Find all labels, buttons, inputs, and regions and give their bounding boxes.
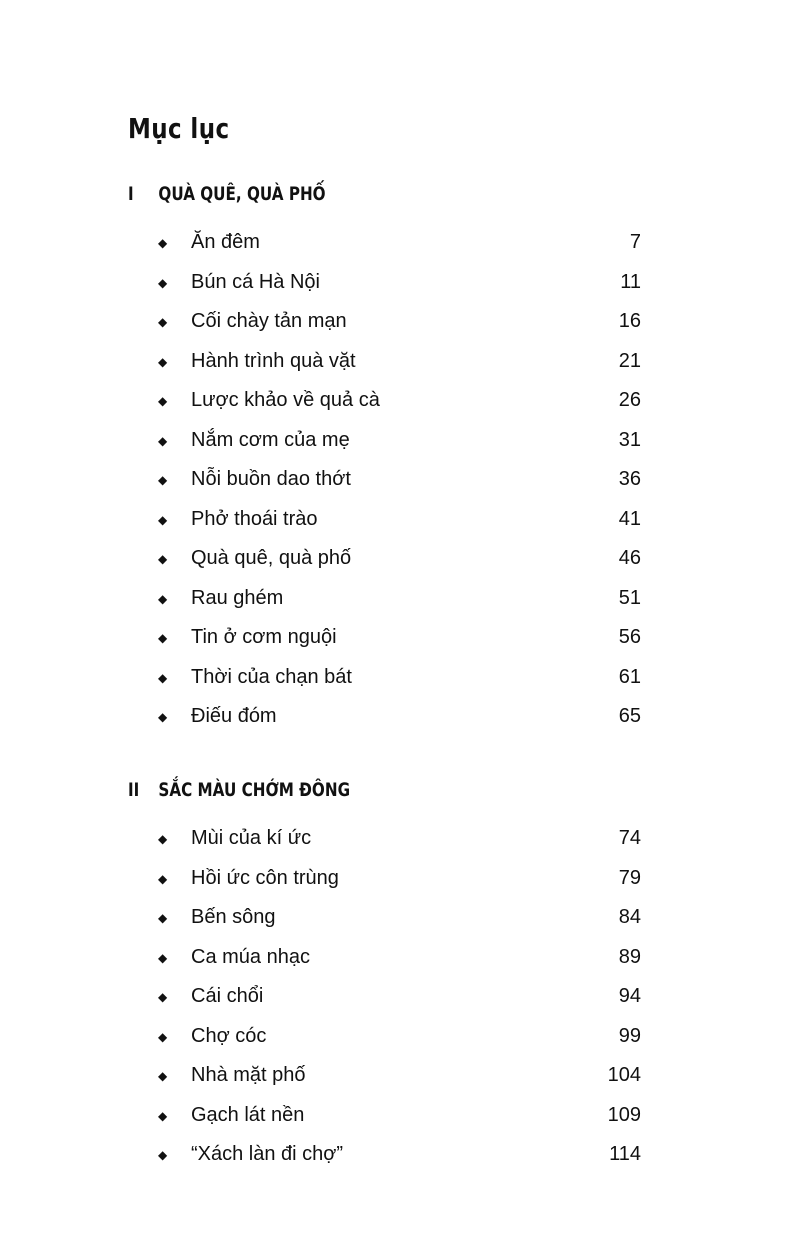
toc-entry <box>0 230 800 270</box>
entry-title: Bến sông <box>191 906 276 928</box>
entry-page-number: 104 <box>607 1064 641 1086</box>
diamond-bullet-icon: ◆ <box>158 670 168 685</box>
diamond-bullet-icon: ◆ <box>158 354 168 369</box>
page-title: Mục lục <box>128 112 230 145</box>
entry-page-number: 31 <box>618 428 641 451</box>
section-numeral: II <box>128 779 140 801</box>
entry-title: Mùi của kí ức <box>191 827 312 849</box>
toc-entry <box>0 905 800 945</box>
entry-title: Nắm cơm của mẹ <box>191 428 350 451</box>
section-numeral: I <box>128 183 134 205</box>
toc-entry <box>0 704 800 744</box>
entry-list <box>0 826 800 1182</box>
toc-entry <box>0 388 800 428</box>
toc-entry <box>0 349 800 389</box>
diamond-bullet-icon: ◆ <box>158 315 168 329</box>
diamond-bullet-icon: ◆ <box>158 950 168 965</box>
entry-page-number: 89 <box>618 945 641 968</box>
diamond-bullet-icon: ◆ <box>158 1108 168 1123</box>
entry-page-number: 94 <box>618 985 641 1007</box>
diamond-bullet-icon: ◆ <box>158 990 168 1004</box>
toc-entry <box>0 625 800 665</box>
entry-title: Thời của chạn bát <box>191 665 352 688</box>
entry-page-number: 74 <box>618 827 641 849</box>
section-header <box>128 183 326 213</box>
entry-title: Nỗi buồn dao thớt <box>191 468 351 490</box>
entry-title: Quà quê, quà phố <box>191 547 352 569</box>
entry-page-number: 65 <box>618 705 641 727</box>
toc-entry <box>0 945 800 985</box>
entry-page-number: 114 <box>609 1143 641 1165</box>
diamond-bullet-icon: ◆ <box>158 1148 168 1162</box>
toc-entry <box>0 586 800 626</box>
entry-title: Chợ cóc <box>191 1024 267 1047</box>
entry-page-number: 16 <box>618 310 641 332</box>
entry-page-number: 99 <box>618 1024 641 1047</box>
diamond-bullet-icon: ◆ <box>158 394 168 408</box>
toc-entry <box>0 984 800 1024</box>
diamond-bullet-icon: ◆ <box>158 236 168 250</box>
entry-title: Điếu đóm <box>191 705 277 727</box>
entry-page-number: 11 <box>620 270 641 293</box>
toc-entry <box>0 546 800 586</box>
entry-title: Bún cá Hà Nội <box>191 270 320 293</box>
diamond-bullet-icon: ◆ <box>158 710 168 724</box>
diamond-bullet-icon: ◆ <box>158 1029 168 1044</box>
diamond-bullet-icon: ◆ <box>158 832 168 846</box>
section-header <box>128 779 350 809</box>
entry-page-number: 79 <box>618 866 641 889</box>
entry-title: Tin ở cơm nguội <box>191 626 337 648</box>
diamond-bullet-icon: ◆ <box>158 911 168 925</box>
diamond-bullet-icon: ◆ <box>158 512 168 527</box>
entry-title: Hồi ức côn trùng <box>191 866 339 889</box>
toc-entry <box>0 1024 800 1064</box>
entry-list <box>0 230 800 744</box>
entry-title: Ca múa nhạc <box>191 945 310 968</box>
diamond-bullet-icon: ◆ <box>158 631 168 645</box>
entry-page-number: 36 <box>618 468 641 490</box>
entry-page-number: 41 <box>618 507 641 530</box>
toc-entry <box>0 270 800 310</box>
entry-title: Hành trình quà vặt <box>191 349 356 372</box>
entry-page-number: 26 <box>618 389 641 411</box>
toc-entry <box>0 665 800 705</box>
diamond-bullet-icon: ◆ <box>158 473 168 487</box>
toc-entry <box>0 507 800 547</box>
toc-entry <box>0 467 800 507</box>
entry-title: Rau ghém <box>191 586 284 609</box>
section-title: SẮC MÀU CHỚM ĐÔNG <box>158 779 351 801</box>
diamond-bullet-icon: ◆ <box>158 871 168 886</box>
toc-entry <box>0 428 800 468</box>
diamond-bullet-icon: ◆ <box>158 591 168 606</box>
entry-page-number: 51 <box>618 586 641 609</box>
diamond-bullet-icon: ◆ <box>158 433 168 448</box>
entry-page-number: 21 <box>618 349 641 372</box>
toc-entry <box>0 866 800 906</box>
diamond-bullet-icon: ◆ <box>158 552 168 566</box>
toc-entry <box>0 1142 800 1182</box>
toc-entry <box>0 826 800 866</box>
entry-title: Nhà mặt phố <box>191 1064 306 1086</box>
entry-title: Phở thoái trào <box>191 507 318 530</box>
diamond-bullet-icon: ◆ <box>158 275 168 290</box>
toc-entry <box>0 309 800 349</box>
entry-page-number: 56 <box>618 626 641 648</box>
entry-page-number: 84 <box>618 906 641 928</box>
entry-title: Ăn đêm <box>191 231 260 253</box>
entry-page-number: 46 <box>618 547 641 569</box>
entry-title: “Xách làn đi chợ” <box>191 1143 344 1165</box>
section-title: QUÀ QUÊ, QUÀ PHỐ <box>158 183 326 205</box>
entry-title: Cái chổi <box>191 985 264 1007</box>
entry-title: Gạch lát nền <box>191 1103 305 1126</box>
entry-title: Cối chày tản mạn <box>191 310 347 332</box>
toc-entry <box>0 1063 800 1103</box>
entry-page-number: 7 <box>629 231 641 253</box>
entry-title: Lược khảo về quả cà <box>191 389 380 411</box>
diamond-bullet-icon: ◆ <box>158 1069 168 1083</box>
toc-entry <box>0 1103 800 1143</box>
entry-page-number: 109 <box>607 1103 641 1126</box>
entry-page-number: 61 <box>618 665 641 688</box>
